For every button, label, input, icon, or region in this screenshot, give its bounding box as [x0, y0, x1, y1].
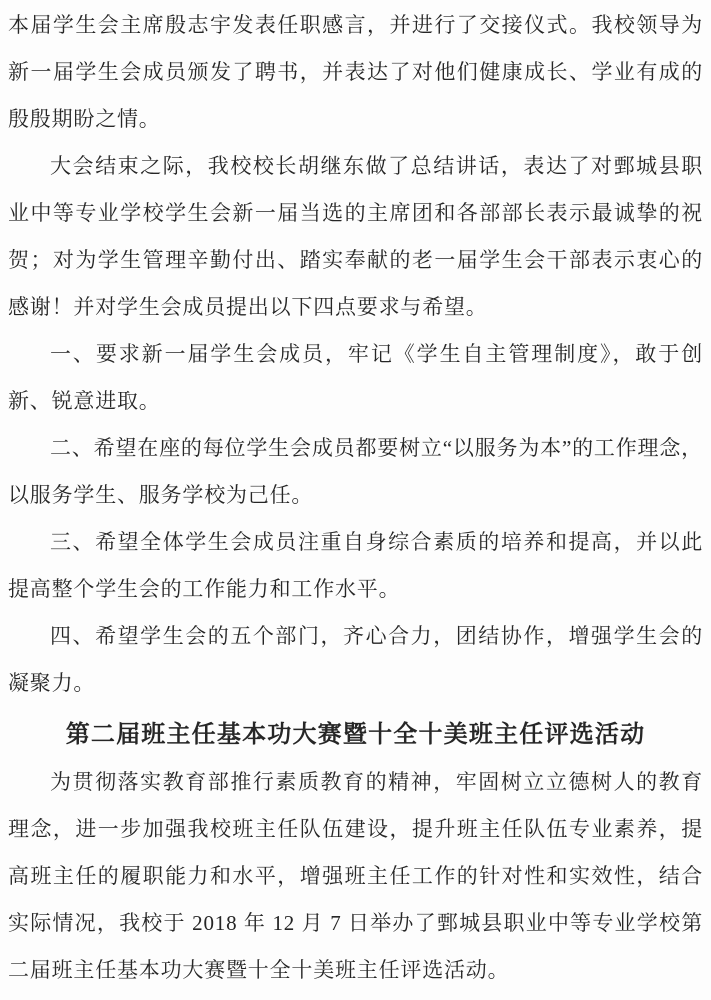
paragraph: 为贯彻落实教育部推行素质教育的精神，牢固树立立德树人的教育理念，进一步加强我校班主任队伍建设，提升班主任队伍专业素养，提高班主任的履职能力和水平，增强班主任工作的针对性和实效性，结合实际情况，我校于 2018 年 12 月 7 日举办了鄄城县职业中等专业学校第二届班主任基本功大赛暨十全十美班主任评选活动。 [8, 770, 703, 982]
paragraph: 本届学生会主席殷志宇发表任职感言，并进行了交接仪式。我校领导为新一届学生会成员颁发了聘书，并表达了对他们健康成长、学业有成的殷殷期盼之情。 [8, 13, 703, 131]
paragraph: 三、希望全体学生会成员注重自身综合素质的培养和提高，并以此提高整个学生会的工作能力和工作水平。 [8, 530, 703, 601]
paragraph: 大会结束之际，我校校长胡继东做了总结讲话，表达了对鄄城县职业中等专业学校学生会新一届当选的主席团和各部部长表示最诚挚的祝贺；对为学生管理辛勤付出、踏实奉献的老一届学生会干部表示衷心的感谢！并对学生会成员提出以下四点要求与希望。 [8, 154, 703, 319]
paragraph: 四、希望学生会的五个部门，齐心合力，团结协作，增强学生会的凝聚力。 [8, 624, 703, 695]
head-teacher-contest-section [8, 759, 703, 994]
paragraph: 二、希望在座的每位学生会成员都要树立“以服务为本”的工作理念，以服务学生、服务学校为己任。 [8, 436, 703, 507]
student-council-section [8, 2, 703, 707]
section-heading: 第二届班主任基本功大赛暨十全十美班主任评选活动 [65, 722, 646, 748]
paragraph: 一、要求新一届学生会成员，牢记《学生自主管理制度》，敢于创新、锐意进取。 [8, 342, 703, 413]
